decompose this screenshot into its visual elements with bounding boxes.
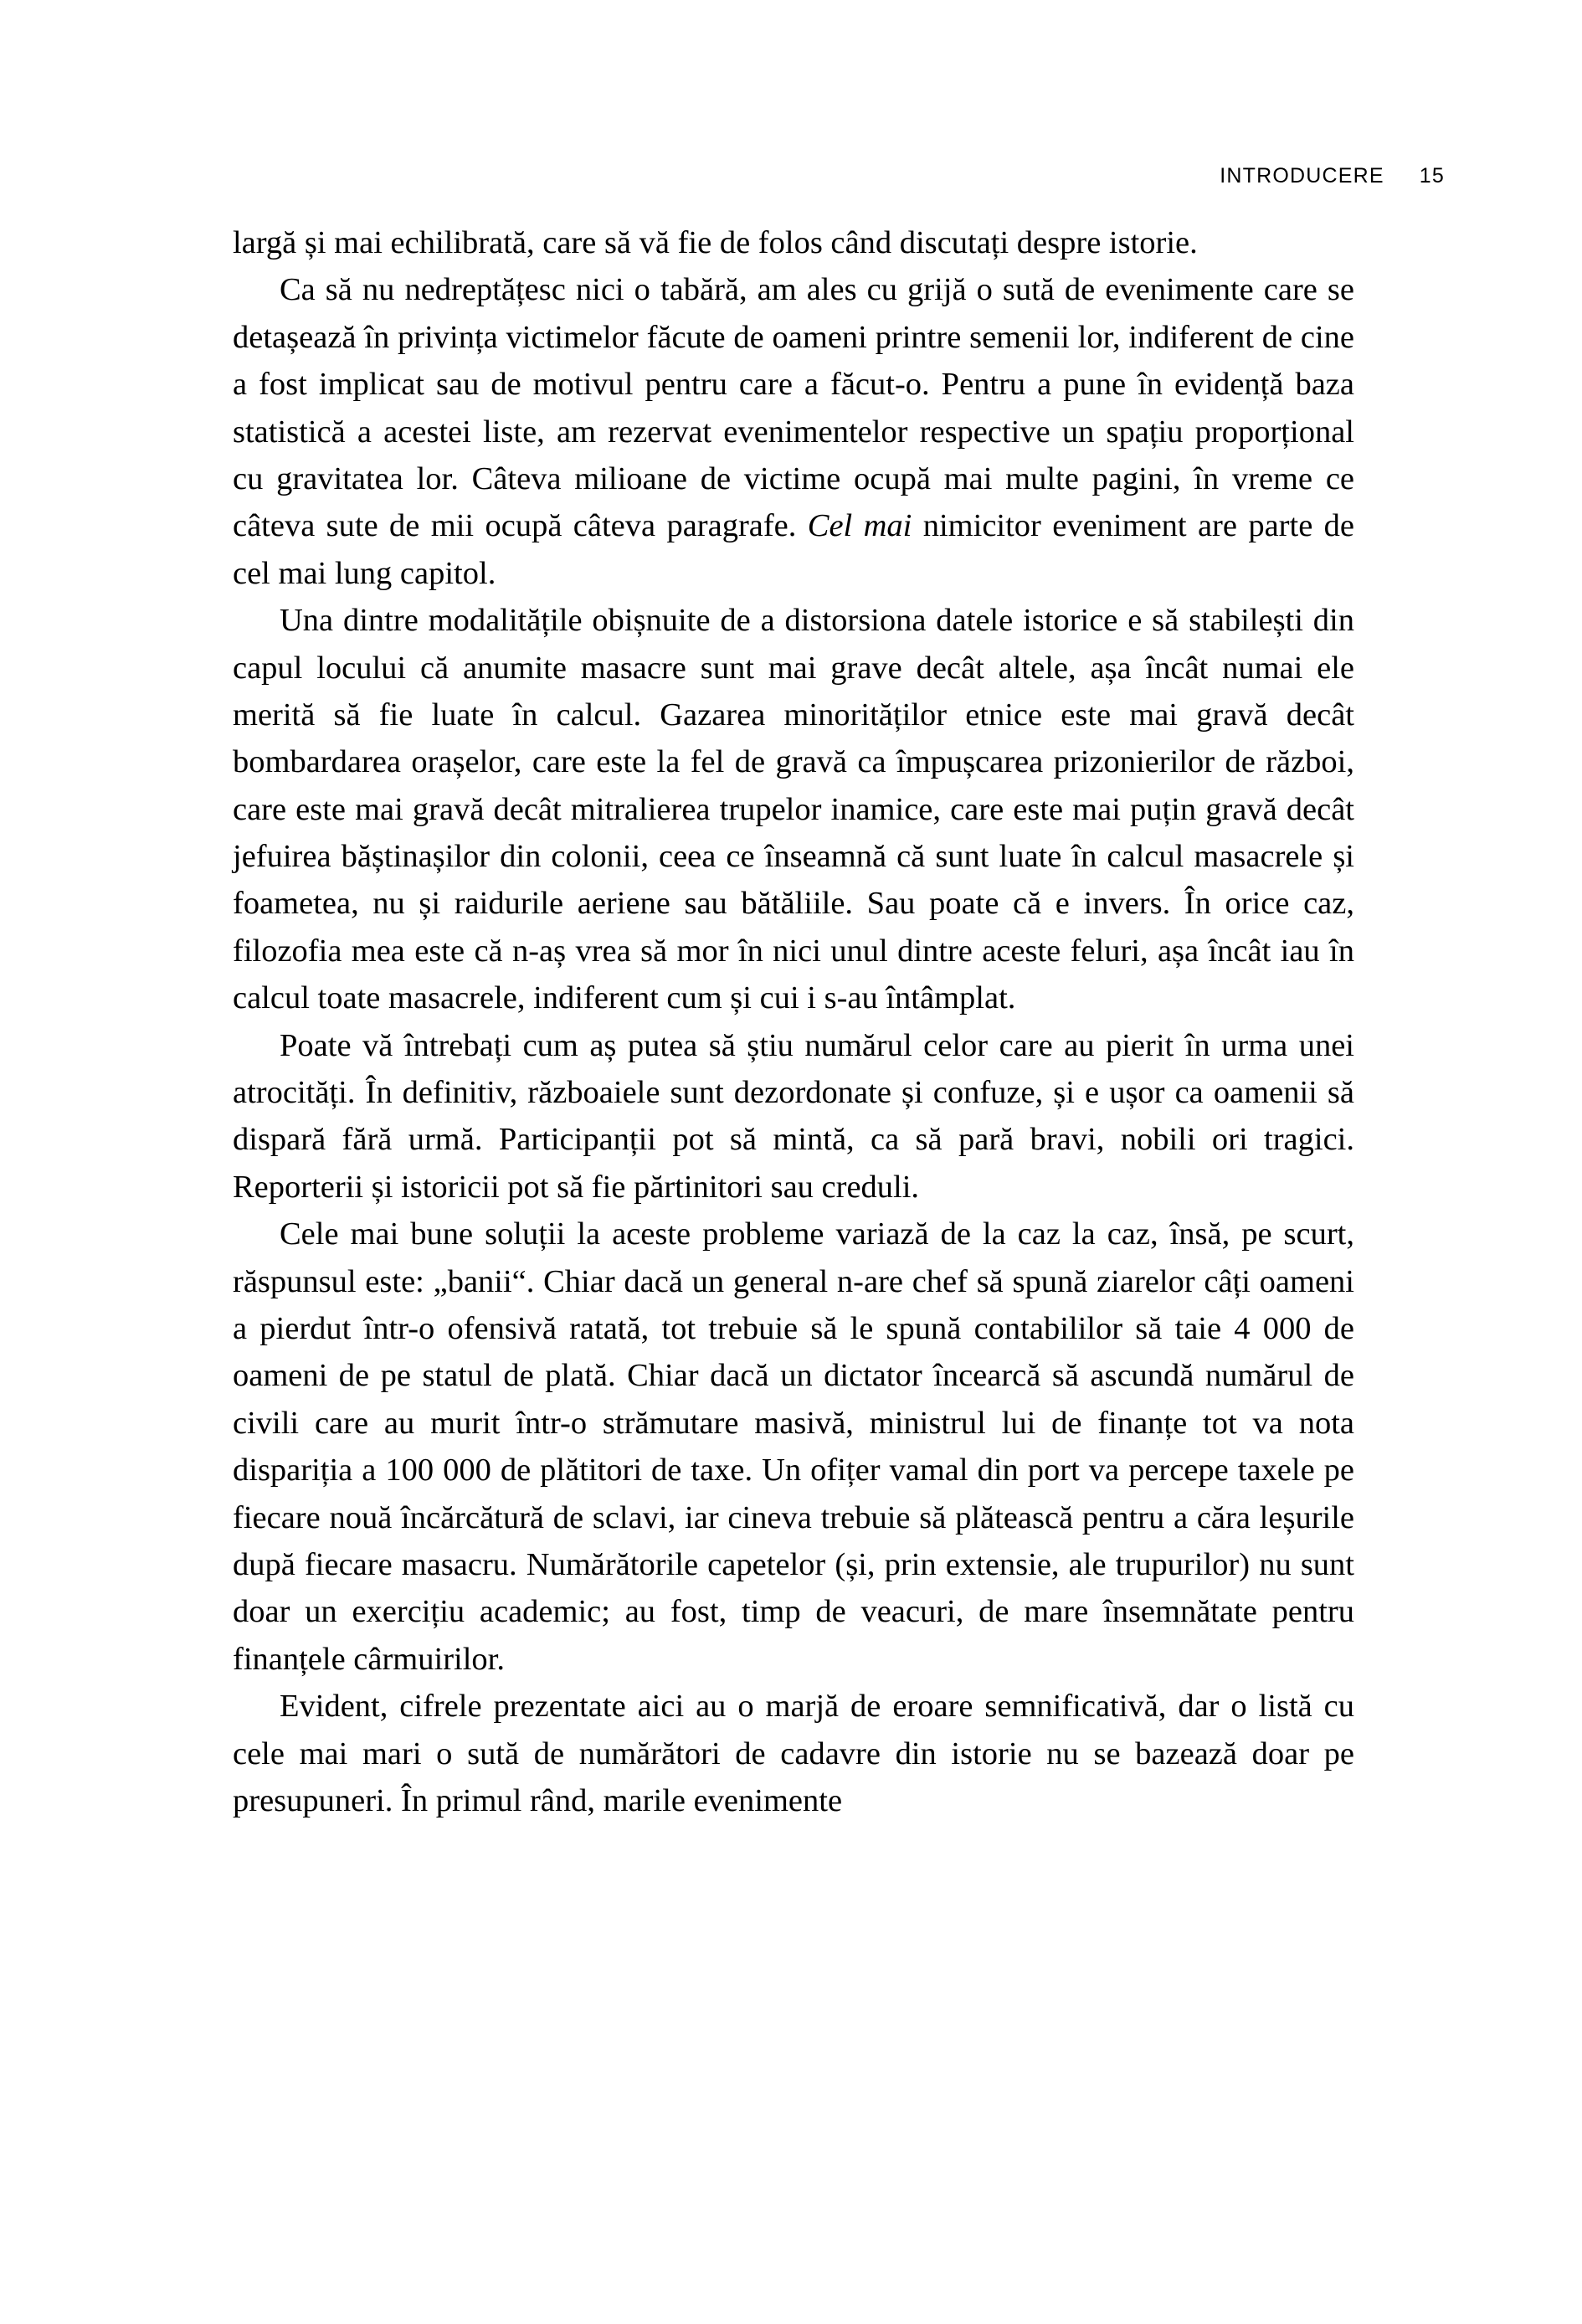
paragraph: Poate vă întrebați cum aș putea să știu numărul celor care au pierit în urma unei atrocități. În definitiv, războaiele sunt dezordonate și confuze, și e ușor ca oamenii să dispară fără urmă. Participanții pot să mintă, ca să pară bravi, nobili ori tragici. Reporterii și istoricii pot să fie părtinitori sau creduli. (233, 1027, 1354, 1205)
page-number: 15 (1419, 164, 1445, 188)
paragraph: Cele mai bune soluții la aceste probleme variază de la caz la caz, însă, pe scurt, răspunsul este: „banii“. Chiar dacă un general n-are chef să spună ziarelor câți oameni a pierdut într-o ofensivă ratată, tot trebuie să le spună contabililor să taie 4 000 de oameni de pe statul de plată. Chiar dacă un dictator încearcă să ascundă numărul de civili care au murit într-o strămutare masivă, ministrul lui de finanțe tot va nota dispariția a 100 000 de plătitori de taxe. Un ofițer vamal din port va percepe taxele pe fiecare nouă încărcătură de sclavi, iar cineva trebuie să plătească pentru a căra leșurile după fiecare masacru. Numărătorile capetelor (și, prin extensie, ale trupurilor) nu sunt doar un exercițiu academic; au fost, timp de veacuri, de mare însemnătate pentru finanțele cârmuirilor. (233, 1216, 1354, 1677)
paragraph: Una dintre modalitățile obișnuite de a distorsiona datele istorice e să stabilești din capul locului că anumite masacre sunt mai grave decât altele, așa încât numai ele merită să fie luate în calcul. Gazarea minorităților etnice este mai gravă decât bombardarea orașelor, care este la fel de gravă ca împușcarea prizonierilor de război, care este mai gravă decât mitralierea trupelor inamice, care este mai puțin gravă decât jefuirea băștinașilor din colonii, ceea ce înseamnă că sunt luate în calcul masacrele și foametea, nu și raidurile aeriene sau bătăliile. Sau poate că e invers. În orice caz, filozofia mea este că n-aș vrea să mor în nici unul dintre aceste feluri, așa încât iau în calcul toate masacrele, indiferent cum și cui i s-au întâmplat. (233, 603, 1354, 1016)
running-title: INTRODUCERE (1220, 164, 1384, 188)
body-text (233, 219, 1354, 1824)
paragraph (233, 266, 1354, 597)
paragraph-text: Ca să nu nedreptățesc nici o tabără, am ales cu grijă o sută de evenimente care se detașează în privința victimelor făcute de oameni printre semenii lor, indiferent de cine a fost implicat sau de motivul pentru care a făcut-o. Pentru a pune în evidență baza statistică a acestei liste, am rezervat evenimentelor respective un spațiu proporțional cu gravitatea lor. Câteva milioane de victime ocupă mai multe pagini, în vreme ce câteva sute de mii ocupă câteva paragrafe. (233, 272, 1354, 544)
paragraph-emphasis: Cel mai (807, 508, 912, 544)
page-header (0, 164, 1445, 188)
paragraph: largă și mai echilibrată, care să vă fie de folos când discutați despre istorie. (233, 225, 1198, 260)
paragraph-text-cont: nimicitor eveniment are parte de cel mai lung capitol. (233, 508, 1354, 591)
paragraph: Evident, cifrele prezentate aici au o marjă de eroare semnificativă, dar o listă cu cele mai mari o sută de numărători de cadavre din istorie nu se bazează doar pe presupuneri. În primul rând, marile evenimente (233, 1689, 1354, 1818)
